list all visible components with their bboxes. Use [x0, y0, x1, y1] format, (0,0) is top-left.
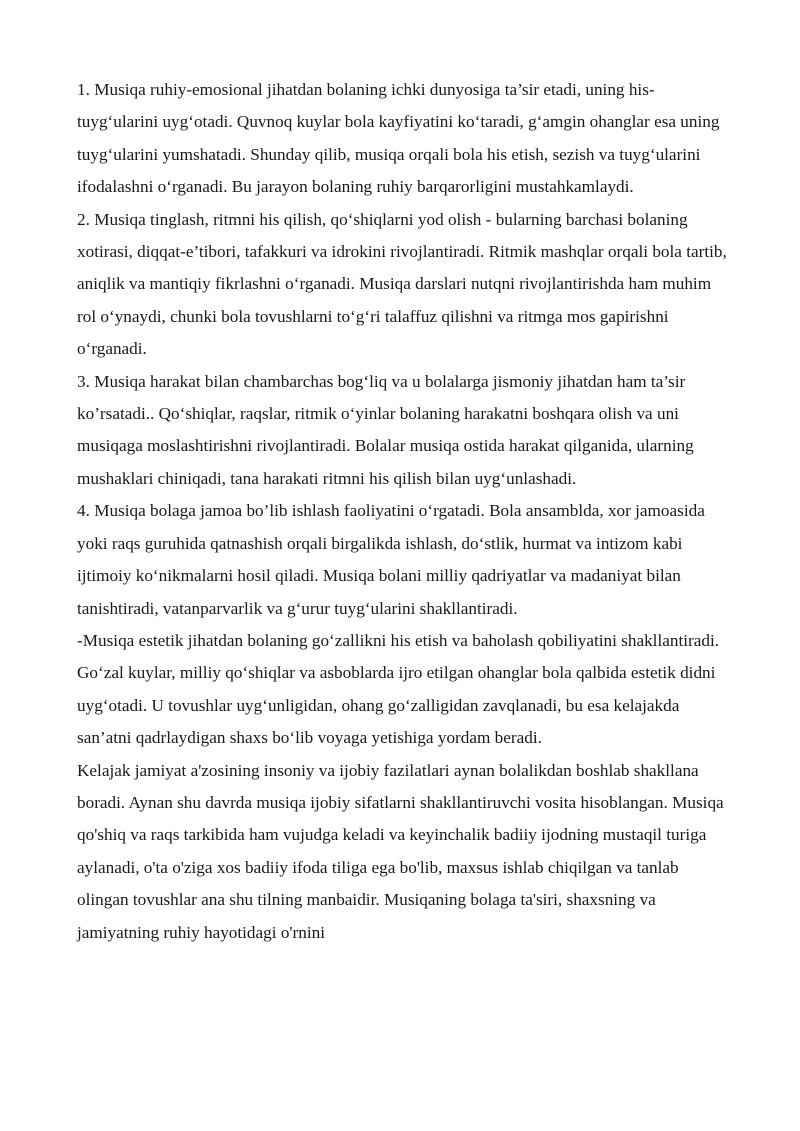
paragraph-6: Kelajak jamiyat a'zosining insoniy va ijobiy fazilatlari aynan bolalikdan boshlab shakllana boradi. Aynan shu davrda musiqa ijobiy sifatlarni shakllantiruvchi vosita hisoblangan. Musiqa qo'shiq va raqs tarkibida ham vujudga keladi va keyinchalik badiiy ijodning mustaqil turiga aylanadi, o'ta o'ziga xos badiiy ifoda tiliga ega bo'lib, maxsus ishlab chiqilgan va tanlab olingan tovushlar ana shu tilning manbaidir. Musiqaning bolaga ta'siri, shaxsning va jamiyatning ruhiy hayotidagi o'rnini	[77, 760, 724, 942]
paragraph-2: 2. Musiqa tinglash, ritmni his qilish, qo‘shiqlarni yod olish - bularning barchasi bolaning xotirasi, diqqat-e’tibori, tafakkuri va idrokini rivojlantiradi. Ritmik mashqlar orqali bola tartib, aniqlik va mantiqiy fikrlashni o‘rganadi. Musiqa darslari nutqni rivojlantirishda ham muhim rol o‘ynaydi, chunki bola tovushlarni to‘g‘ri talaffuz qilishni va ritmga mos gapirishni o‘rganadi.	[77, 209, 727, 359]
paragraph-1: 1. Musiqa ruhiy-emosional jihatdan bolaning ichki dunyosiga ta’sir etadi, uning his-tuyg‘ularini uyg‘otadi. Quvnoq kuylar bola kayfiyatini ko‘taradi, g‘amgin ohanglar esa uning tuyg‘ularini yumshatadi. Shunday qilib, musiqa orqali bola his etish, sezish va tuyg‘ularini ifodalashni o‘rganadi. Bu jarayon bolaning ruhiy barqarorligini mustahkamlaydi.	[77, 80, 720, 197]
paragraph-3: 3. Musiqa harakat bilan chambarchas bog‘liq va u bolalarga jismoniy jihatdan ham ta’sir ko’rsatadi.. Qo‘shiqlar, raqslar, ritmik o‘yinlar bolaning harakatni boshqara olish va uni musiqaga moslashtirishni rivojlantiradi. Bolalar musiqa ostida harakat qilganida, ularning mushaklari chiniqadi, tana harakati ritmni his qilish bilan uyg‘unlashadi.	[77, 371, 694, 488]
paragraph-5: -Musiqa estetik jihatdan bolaning go‘zallikni his etish va baholash qobiliyatini shakllantiradi. Go‘zal kuylar, milliy qo‘shiqlar va asboblarda ijro etilgan ohanglar bola qalbida estetik didni uyg‘otadi. U tovushlar uyg‘unligidan, ohang go‘zalligidan zavqlanadi, bu esa kelajakda san’atni qadrlaydigan shaxs bo‘lib voyaga yetishiga yordam beradi.	[77, 630, 720, 748]
paragraph-4: 4. Musiqa bolaga jamoa bo’lib ishlash faoliyatini o‘rgatadi. Bola ansamblda, xor jamoasida yoki raqs guruhida qatnashish orqali birgalikda ishlash, do‘stlik, hurmat va intizom kabi ijtimoiy ko‘nikmalarni hosil qiladi. Musiqa bolani milliy qadriyatlar va madaniyat bilan tanishtiradi, vatanparvarlik va g‘urur tuyg‘ularini shakllantiradi.	[77, 501, 705, 618]
document-body	[77, 74, 727, 949]
